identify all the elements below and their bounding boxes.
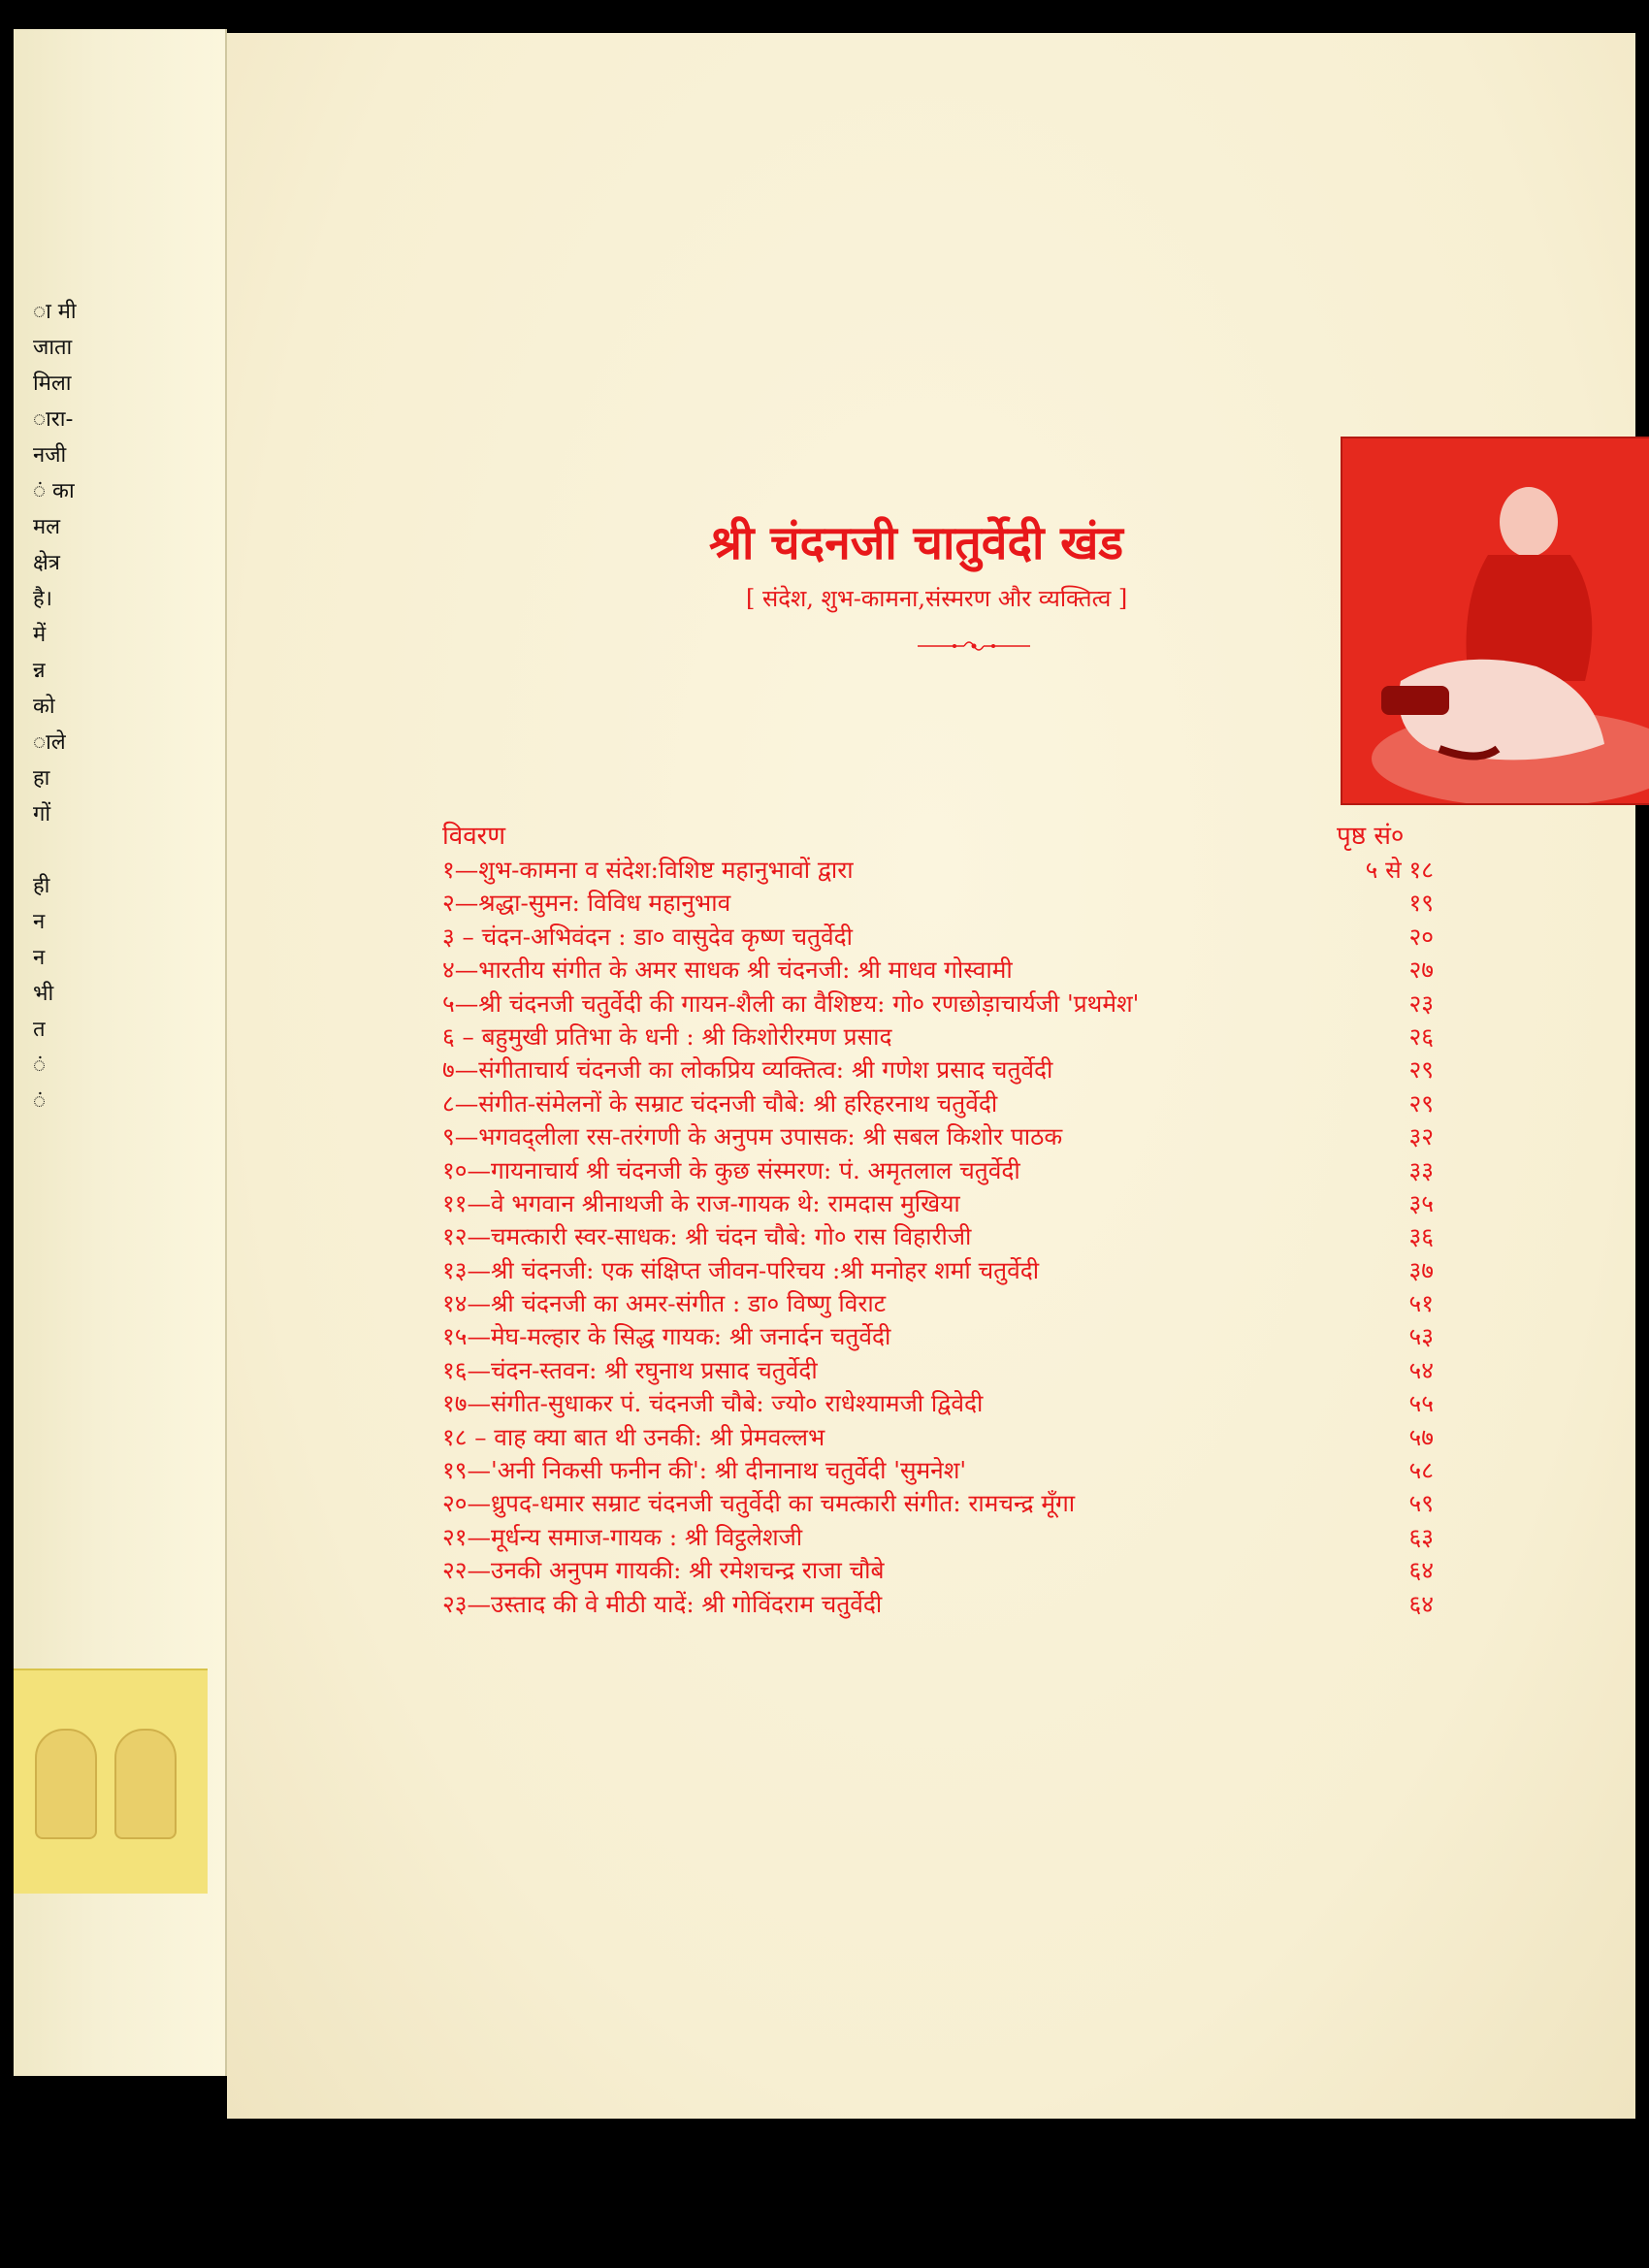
spine-text-line: नजी: [33, 443, 67, 468]
book-spine: [14, 29, 227, 2076]
toc-entry-page: ५५: [1408, 1389, 1434, 1418]
toc-entry: [442, 1586, 1434, 1619]
spine-text-line: जाता: [33, 336, 73, 360]
toc-entry: [442, 986, 1434, 1019]
toc-entry: [442, 1252, 1434, 1285]
toc-entry: [442, 1019, 1434, 1052]
toc-entry: [442, 1052, 1434, 1085]
toc-entry-page: ३३: [1408, 1155, 1434, 1184]
toc-entry-title: २०—ध्रुपद-धमार सम्राट चंदनजी चतुर्वेदी का चमत्कारी संगीत: रामचन्द्र मूँगा: [442, 1489, 1076, 1518]
toc-entry-title: १८ – वाह क्या बात थी उनकी: श्री प्रेमवल्लभ: [442, 1422, 825, 1451]
spine-decorative-band: [14, 1669, 208, 1894]
spine-text-line: मल: [33, 515, 61, 539]
toc-entry-page: १९: [1408, 889, 1434, 918]
spine-text-line: को: [33, 695, 55, 719]
toc-entry-page: ५८: [1408, 1456, 1434, 1485]
toc-entry: [442, 1218, 1434, 1251]
spine-text-line: ारा-: [33, 407, 74, 432]
spine-text-line: गों: [33, 802, 51, 826]
spine-text-line: ं: [33, 1089, 47, 1114]
spine-text-line: ं का: [33, 479, 75, 503]
toc-entry-page: ५९: [1408, 1489, 1434, 1518]
toc-entry-page: ५३: [1408, 1322, 1434, 1351]
spine-text-line: भी: [33, 982, 54, 1006]
toc-entry-page: २९: [1408, 1055, 1434, 1085]
toc-entry-page: २०: [1408, 922, 1434, 951]
ornament-divider-icon: [916, 636, 1032, 656]
toc-entry-title: २१—मूर्धन्य समाज-गायक : श्री विट्ठलेशजी: [442, 1522, 803, 1551]
spine-figure-illustration: [35, 1729, 97, 1839]
spine-text-line: न्न: [33, 659, 46, 683]
toc-entry-title: २३—उस्ताद की वे मीठी यादें: श्री गोविंदराम चतुर्वेदी: [442, 1589, 883, 1618]
toc-entry-title: १३—श्री चंदनजी: एक संक्षिप्त जीवन-परिचय :श्री मनोहर शर्मा चतुर्वेदी: [442, 1255, 1040, 1284]
toc-entry-title: १२—चमत्कारी स्वर-साधक: श्री चंदन चौबे: गो० रास विहारीजी: [442, 1222, 972, 1251]
toc-entry-page: २७: [1408, 956, 1434, 985]
section-title: श्री चंदनजी चातुर्वेदी खंड: [709, 516, 1124, 570]
toc-entry: [442, 1485, 1434, 1518]
toc-entry-title: ४—भारतीय संगीत के अमर साधक श्री चंदनजी: श्री माधव गोस्वामी: [442, 956, 1013, 985]
spine-text-line: न: [33, 946, 46, 970]
toc-entry-title: ९—भगवद्लीला रस-तरंगणी के अनुपम उपासक: श्री सबल किशोर पाठक: [442, 1122, 1063, 1151]
toc-entry-page: २६: [1408, 1021, 1434, 1051]
spine-text-line: त: [33, 1018, 46, 1042]
toc-entry: [442, 1419, 1434, 1452]
spine-text-line: ही: [33, 874, 50, 898]
table-of-contents: [442, 852, 1434, 1619]
spine-text-line: ं: [33, 1053, 47, 1078]
toc-entry-page: ३७: [1408, 1255, 1434, 1284]
spine-text-line: [33, 834, 101, 870]
toc-entry-title: १९—'अनी निकसी फनीन की': श्री दीनानाथ चतुर्वेदी 'सुमनेश': [442, 1456, 967, 1485]
toc-entry-title: ८—संगीत-संमेलनों के सम्राट चंदनजी चौबे: श्री हरिहरनाथ चतुर्वेदी: [442, 1088, 998, 1118]
toc-entry-page: २९: [1408, 1088, 1434, 1118]
toc-entry: [442, 1519, 1434, 1552]
toc-entry: [442, 1285, 1434, 1318]
toc-entry-page: ६४: [1408, 1556, 1434, 1585]
toc-entry-page: ३२: [1408, 1122, 1434, 1151]
book-page: [227, 33, 1635, 2119]
toc-entry: [442, 1385, 1434, 1418]
toc-entry: [442, 1085, 1434, 1118]
toc-entry-page: ६३: [1408, 1522, 1434, 1551]
toc-entry: [442, 852, 1434, 885]
spine-text-line: ा मी: [33, 300, 77, 324]
toc-entry-title: ५—श्री चंदनजी चतुर्वेदी की गायन-शैली का वैशिष्टय: गो० रणछोड़ाचार्यजी 'प्रथमेश': [442, 988, 1140, 1018]
toc-entry: [442, 1552, 1434, 1585]
toc-entry-page: ५७: [1408, 1422, 1434, 1451]
toc-heading-contents: विवरण: [442, 822, 506, 851]
toc-entry-page: २३: [1408, 988, 1434, 1018]
toc-entry: [442, 1118, 1434, 1151]
spine-text-line: है।: [33, 587, 53, 611]
toc-entry-page: ५१: [1408, 1289, 1434, 1318]
toc-entry: [442, 952, 1434, 985]
toc-entry: [442, 1452, 1434, 1485]
toc-entry-page: ५४: [1408, 1355, 1434, 1384]
toc-entry: [442, 1152, 1434, 1185]
toc-entry-title: १६—चंदन-स्तवन: श्री रघुनाथ प्रसाद चतुर्वेदी: [442, 1355, 818, 1384]
spine-text-line: मिला: [33, 372, 72, 396]
spine-text-line: ाले: [33, 730, 66, 755]
spine-figure-illustration: [114, 1729, 177, 1839]
toc-entry-title: ७—संगीताचार्य चंदनजी का लोकप्रिय व्यक्तित्व: श्री गणेश प्रसाद चतुर्वेदी: [442, 1055, 1053, 1085]
spine-text-line: न: [33, 910, 46, 934]
portrait-photo: [1341, 437, 1649, 805]
section-subtitle: [ संदेश, शुभ-कामना,संस्मरण और व्यक्तित्व ]: [746, 585, 1128, 612]
toc-entry: [442, 919, 1434, 952]
toc-entry-page: ३६: [1408, 1222, 1434, 1251]
toc-entry-title: २२—उनकी अनुपम गायकी: श्री रमेशचन्द्र राजा चौबे: [442, 1556, 885, 1585]
toc-entry: [442, 1185, 1434, 1218]
toc-entry-title: १०—गायनाचार्य श्री चंदनजी के कुछ संस्मरण: पं. अमृतलाल चतुर्वेदी: [442, 1155, 1020, 1184]
toc-entry-page: ६४: [1408, 1589, 1434, 1618]
toc-entry: [442, 885, 1434, 918]
toc-entry-title: ११—वे भगवान श्रीनाथजी के राज-गायक थे: रामदास मुखिया: [442, 1188, 960, 1217]
spine-text: [33, 296, 101, 1121]
toc-entry-title: २—श्रद्धा-सुमन: विविध महानुभाव: [442, 889, 731, 918]
toc-entry-page: ५ से १८: [1365, 856, 1434, 884]
toc-entry-title: १५—मेघ-मल्हार के सिद्ध गायक: श्री जनार्दन चतुर्वेदी: [442, 1322, 891, 1351]
toc-entry-page: ३५: [1408, 1188, 1434, 1217]
toc-entry-title: १४—श्री चंदनजी का अमर-संगीत : डा० विष्णु विराट: [442, 1289, 887, 1318]
toc-entry-title: ६ – बहुमुखी प्रतिभा के धनी : श्री किशोरीरमण प्रसाद: [442, 1021, 892, 1051]
toc-entry-title: १७—संगीत-सुधाकर पं. चंदनजी चौबे: ज्यो० राधेश्यामजी द्विवेदी: [442, 1389, 984, 1418]
toc-entry-title: १—शुभ-कामना व संदेश:विशिष्ट महानुभावों द्वारा: [442, 856, 854, 884]
toc-entry-title: ३ – चंदन-अभिवंदन : डा० वासुदेव कृष्ण चतुर्वेदी: [442, 922, 853, 951]
toc-heading-page-number: पृष्ठ सं०: [1337, 822, 1405, 851]
spine-text-line: क्षेत्र: [33, 551, 60, 575]
toc-entry: [442, 1352, 1434, 1385]
spine-text-line: में: [33, 623, 47, 647]
toc-entry: [442, 1318, 1434, 1351]
spine-text-line: हा: [33, 766, 50, 791]
